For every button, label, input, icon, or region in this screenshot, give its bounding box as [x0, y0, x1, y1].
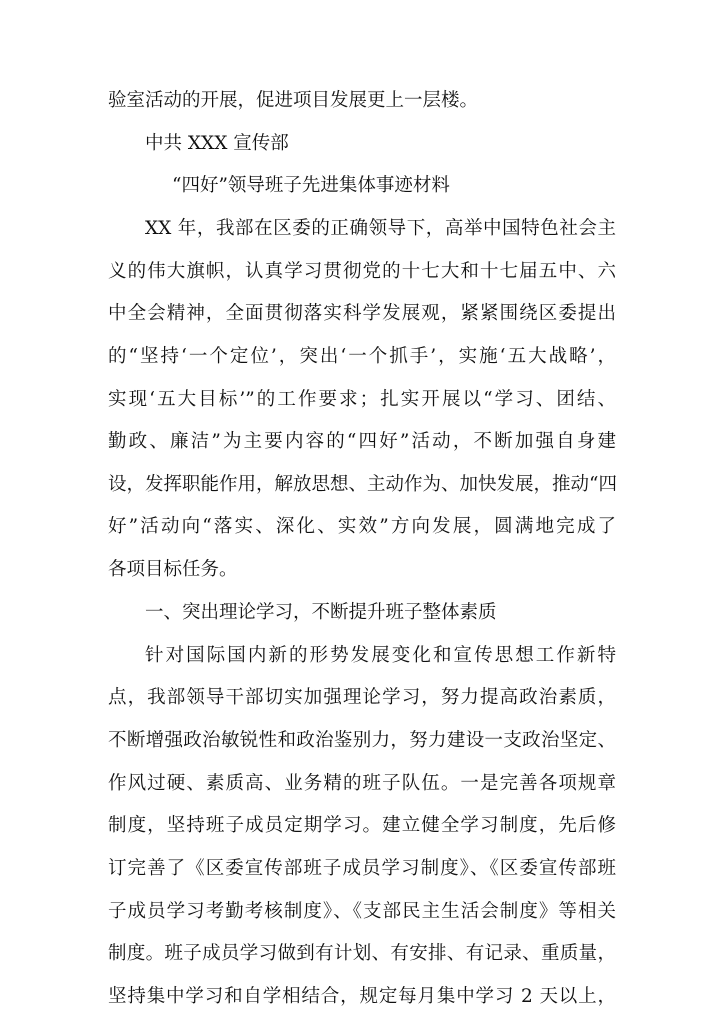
paragraph-line: 子成员学习考勤考核制度》、《支部民主生活会制度》等相关: [108, 901, 616, 922]
paragraph-line: 的“坚持‘一个定位’，突出‘一个抓手’，实施‘五大战略’，: [108, 346, 616, 367]
paragraph-line: 好”活动向“落实、深化、实效”方向发展，圆满地完成了: [108, 516, 616, 537]
paragraph-line: 各项目标任务。: [108, 559, 238, 580]
paragraph-line: 制度，坚持班子成员定期学习。建立健全学习制度，先后修: [108, 815, 616, 836]
paragraph-line: 勤政、廉洁”为主要内容的“四好”活动，不断加强自身建: [108, 431, 616, 452]
paragraph-line: 义的伟大旗帜，认真学习贯彻党的十七大和十七届五中、六: [108, 261, 616, 282]
paragraph-line: 点，我部领导干部切实加强理论学习，努力提高政治素质，: [108, 687, 616, 708]
paragraph-line: 订完善了《区委宣传部班子成员学习制度》、《区委宣传部班: [108, 858, 616, 879]
section-heading: 一、突出理论学习，不断提升班子整体素质: [145, 602, 497, 623]
document-title: “四好”领导班子先进集体事迹材料: [172, 175, 450, 196]
paragraph-line: 实现‘五大目标’”的工作要求；扎实开展以“学习、团结、: [108, 389, 616, 410]
text-line: 验室活动的开展，促进项目发展更上一层楼。: [108, 90, 479, 111]
paragraph-line: 不断增强政治敏锐性和政治鉴别力，努力建设一支政治坚定、: [108, 730, 616, 751]
paragraph-line: 作风过硬、素质高、业务精的班子队伍。一是完善各项规章: [108, 773, 616, 794]
organization-name: 中共 XXX 宣传部: [145, 133, 289, 154]
paragraph-line: 针对国际国内新的形势发展变化和宣传思想工作新特: [145, 645, 616, 666]
paragraph-line: 制度。班子成员学习做到有计划、有安排、有记录、重质量，: [108, 943, 616, 964]
paragraph-line: 中全会精神，全面贯彻落实科学发展观，紧紧围绕区委提出: [108, 303, 616, 324]
paragraph-line: 坚持集中学习和自学相结合，规定每月集中学习 2 天以上，: [108, 986, 616, 1007]
paragraph-line: XX 年，我部在区委的正确领导下，高举中国特色社会主: [145, 218, 616, 239]
paragraph-line: 设，发挥职能作用，解放思想、主动作为、加快发展，推动“四: [108, 474, 617, 495]
